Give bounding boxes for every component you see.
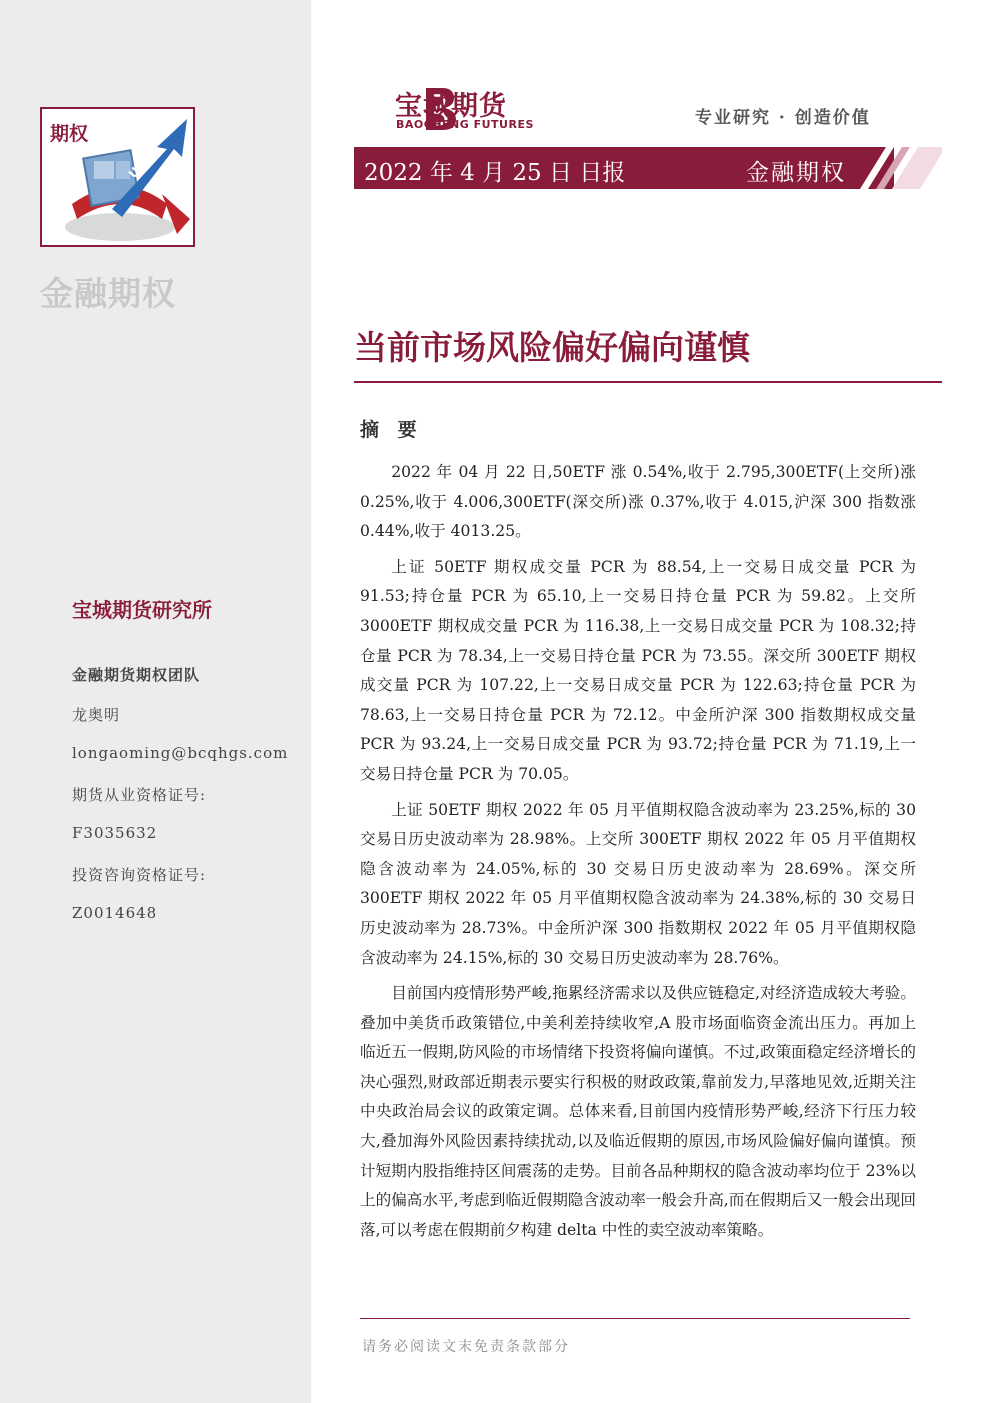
sidebar: [0, 0, 311, 1403]
report-date: 2022 年 4 月 25 日 日报: [364, 160, 626, 186]
svg-text:UP: UP: [125, 157, 149, 182]
logo-text-en: BAOCHENG FUTURES: [396, 118, 534, 131]
report-category: 金融期权: [746, 160, 846, 186]
analyst-name: 龙奥明: [72, 706, 121, 724]
banner-stripes-icon: [860, 147, 942, 189]
cover-label: 期权: [50, 123, 89, 145]
paragraph-volatility: 上证 50ETF 期权 2022 年 05 月平值期权隐含波动率为 23.25%,标的 30 交易日历史波动率为 28.98%。上交所 300ETF 期权 2022 年 05 月平值期权隐含波动率为 24.05%,标的 30 交易日历史波动率为 28.69%。深交所 300ETF 期权 2022 年 05 月平值期权隐含波动率为 24.38%,标的 30 交易日历史波动率为 28.73%。中金所沪深 300 指数期权 2022 年 05 月平值期权隐含波动率为 24.15%,标的 30 交易日历史波动率为 28.76%。: [360, 800, 916, 967]
disclaimer-note: 请务必阅读文末免责条款部分: [362, 1339, 570, 1355]
team-name: 金融期货期权团队: [72, 666, 201, 684]
paragraph-pcr: 上证 50ETF 期权成交量 PCR 为 88.54,上一交易日成交量 PCR 为 91.53;持仓量 PCR 为 65.10,上一交易日持仓量 PCR 为 59.82。上交所 3000ETF 期权成交量 PCR 为 116.38,上一交易日成交量 PCR 为 108.32;持仓量 PCR 为 78.34,上一交易日持仓量 PCR 为 73.55。深交所 300ETF 期权成交量 PCR 为 107.22,上一交易日成交量 PCR 为 122.63;持仓量 PCR 为 78.63,上一交易日持仓量 PCR 为 72.12。中金所沪深 300 指数期权成交量 PCR 为 93.24,上一交易日成交量 PCR 为 93.72;持仓量 PCR 为 71.19,上一交易日持仓量 PCR 为 70.05。: [360, 557, 916, 783]
slogan: 专业研究 · 创造价值: [695, 108, 871, 128]
abstract-body: [360, 458, 916, 1251]
paragraph-outlook: 目前国内疫情形势严峻,拖累经济需求以及供应链稳定,对经济造成较大考验。叠加中美货币政策错位,中美利差持续收窄,A 股市场面临资金流出压力。再加上临近五一假期,防风险的市场情绪下投资将偏向谨慎。不过,政策面稳定经济增长的决心强烈,财政部近期表示要实行积极的财政政策,靠前发力,早落地见效,近期关注中央政治局会议的政策定调。总体来看,目前国内疫情形势严峻,经济下行压力较大,叠加海外风险因素持续扰动,以及临近假期的原因,市场风险偏好偏向谨慎。预计短期内股指维持区间震荡的走势。目前各品种期权的隐含波动率均位于 23%以上的偏高水平,考虑到临近假期隐含波动率一般会升高,而在假期后又一般会出现回落,可以考虑在假期前夕构建 delta 中性的卖空波动率策略。: [360, 984, 916, 1239]
abstract-heading: 摘 要: [360, 419, 423, 441]
futures-cert-number: F3035632: [72, 824, 158, 842]
invest-cert-label: 投资咨询资格证号:: [72, 866, 207, 884]
footer-divider: [360, 1318, 910, 1319]
logo-text-cn: 宝城期货: [395, 91, 507, 122]
institute-name: 宝城期货研究所: [72, 598, 212, 622]
analyst-email[interactable]: longaoming@bcqhgs.com: [72, 744, 289, 762]
page-title: 当前市场风险偏好偏向谨慎: [354, 328, 750, 367]
cover-image: [40, 107, 195, 247]
paragraph-market-close: 2022 年 04 月 22 日,50ETF 涨 0.54%,收于 2.795,300ETF(上交所)涨 0.25%,收于 4.006,300ETF(深交所)涨 0.37%,收于 4.015,沪深 300 指数涨 0.44%,收于 4013.25。: [360, 463, 916, 541]
futures-cert-label: 期货从业资格证号:: [72, 786, 207, 804]
title-divider: [354, 381, 942, 383]
sidebar-category: 金融期权: [40, 274, 176, 313]
invest-cert-number: Z0014648: [72, 904, 158, 922]
